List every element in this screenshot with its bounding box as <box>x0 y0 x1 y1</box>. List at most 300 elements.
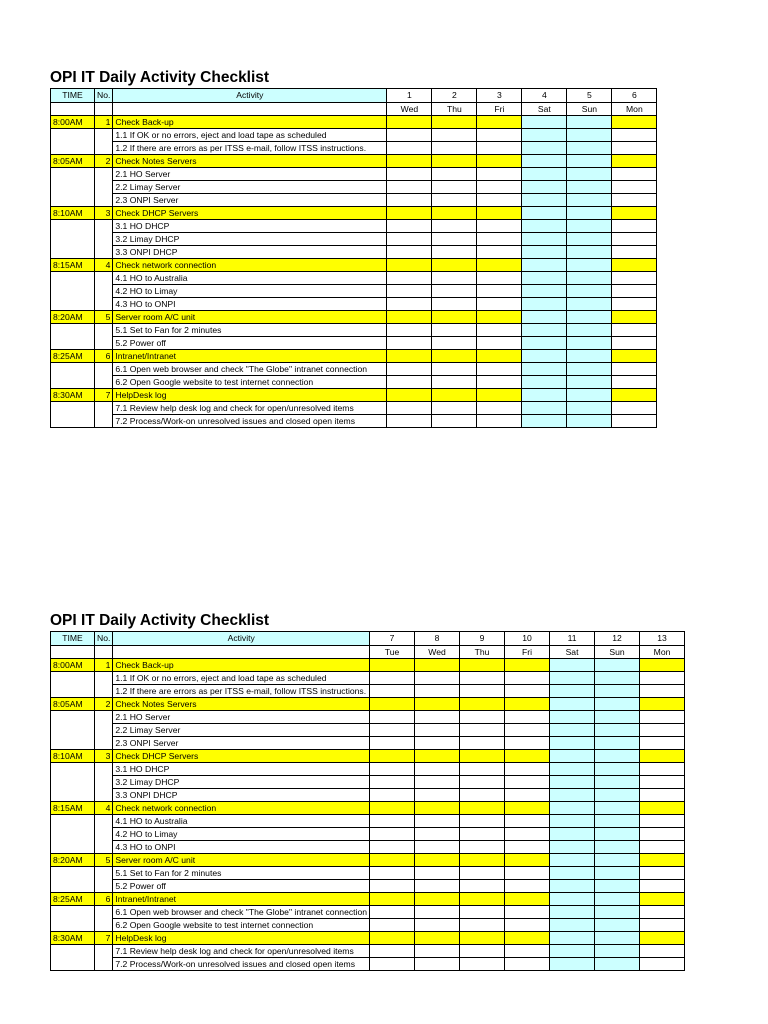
check-cell[interactable] <box>387 363 432 376</box>
check-cell[interactable] <box>595 906 640 919</box>
check-cell[interactable] <box>522 402 567 415</box>
check-cell[interactable] <box>550 867 595 880</box>
check-cell[interactable] <box>460 828 505 841</box>
check-cell[interactable] <box>550 815 595 828</box>
check-cell[interactable] <box>387 285 432 298</box>
check-cell[interactable] <box>550 659 595 672</box>
check-cell[interactable] <box>505 711 550 724</box>
check-cell[interactable] <box>460 659 505 672</box>
check-cell[interactable] <box>505 958 550 971</box>
check-cell[interactable] <box>415 815 460 828</box>
check-cell[interactable] <box>370 672 415 685</box>
check-cell[interactable] <box>640 776 685 789</box>
check-cell[interactable] <box>612 142 657 155</box>
check-cell[interactable] <box>505 776 550 789</box>
check-cell[interactable] <box>612 363 657 376</box>
check-cell[interactable] <box>550 698 595 711</box>
check-cell[interactable] <box>612 155 657 168</box>
check-cell[interactable] <box>415 776 460 789</box>
check-cell[interactable] <box>640 672 685 685</box>
check-cell[interactable] <box>477 376 522 389</box>
check-cell[interactable] <box>477 207 522 220</box>
check-cell[interactable] <box>567 415 612 428</box>
check-cell[interactable] <box>460 698 505 711</box>
check-cell[interactable] <box>370 958 415 971</box>
check-cell[interactable] <box>640 919 685 932</box>
check-cell[interactable] <box>432 194 477 207</box>
check-cell[interactable] <box>522 233 567 246</box>
check-cell[interactable] <box>505 932 550 945</box>
check-cell[interactable] <box>387 402 432 415</box>
check-cell[interactable] <box>432 116 477 129</box>
check-cell[interactable] <box>522 142 567 155</box>
check-cell[interactable] <box>567 350 612 363</box>
check-cell[interactable] <box>460 724 505 737</box>
check-cell[interactable] <box>505 945 550 958</box>
check-cell[interactable] <box>432 207 477 220</box>
check-cell[interactable] <box>550 958 595 971</box>
check-cell[interactable] <box>567 363 612 376</box>
check-cell[interactable] <box>640 958 685 971</box>
check-cell[interactable] <box>595 789 640 802</box>
check-cell[interactable] <box>387 233 432 246</box>
check-cell[interactable] <box>595 932 640 945</box>
check-cell[interactable] <box>567 155 612 168</box>
check-cell[interactable] <box>477 311 522 324</box>
check-cell[interactable] <box>387 207 432 220</box>
check-cell[interactable] <box>550 672 595 685</box>
check-cell[interactable] <box>387 116 432 129</box>
check-cell[interactable] <box>595 945 640 958</box>
check-cell[interactable] <box>505 815 550 828</box>
check-cell[interactable] <box>415 919 460 932</box>
check-cell[interactable] <box>595 828 640 841</box>
check-cell[interactable] <box>567 233 612 246</box>
check-cell[interactable] <box>370 685 415 698</box>
check-cell[interactable] <box>522 220 567 233</box>
check-cell[interactable] <box>477 168 522 181</box>
check-cell[interactable] <box>522 246 567 259</box>
check-cell[interactable] <box>595 854 640 867</box>
check-cell[interactable] <box>595 867 640 880</box>
check-cell[interactable] <box>595 698 640 711</box>
check-cell[interactable] <box>505 789 550 802</box>
check-cell[interactable] <box>460 893 505 906</box>
check-cell[interactable] <box>460 867 505 880</box>
check-cell[interactable] <box>370 763 415 776</box>
check-cell[interactable] <box>505 659 550 672</box>
check-cell[interactable] <box>522 272 567 285</box>
check-cell[interactable] <box>550 789 595 802</box>
check-cell[interactable] <box>460 711 505 724</box>
check-cell[interactable] <box>387 298 432 311</box>
check-cell[interactable] <box>505 737 550 750</box>
check-cell[interactable] <box>477 259 522 272</box>
check-cell[interactable] <box>432 324 477 337</box>
check-cell[interactable] <box>567 129 612 142</box>
check-cell[interactable] <box>432 142 477 155</box>
check-cell[interactable] <box>640 893 685 906</box>
check-cell[interactable] <box>567 220 612 233</box>
check-cell[interactable] <box>567 116 612 129</box>
check-cell[interactable] <box>505 724 550 737</box>
check-cell[interactable] <box>567 194 612 207</box>
check-cell[interactable] <box>567 181 612 194</box>
check-cell[interactable] <box>477 415 522 428</box>
check-cell[interactable] <box>460 685 505 698</box>
check-cell[interactable] <box>550 711 595 724</box>
check-cell[interactable] <box>477 129 522 142</box>
check-cell[interactable] <box>567 337 612 350</box>
check-cell[interactable] <box>370 737 415 750</box>
check-cell[interactable] <box>595 763 640 776</box>
check-cell[interactable] <box>370 841 415 854</box>
check-cell[interactable] <box>550 737 595 750</box>
check-cell[interactable] <box>505 750 550 763</box>
check-cell[interactable] <box>640 685 685 698</box>
check-cell[interactable] <box>595 737 640 750</box>
check-cell[interactable] <box>595 880 640 893</box>
check-cell[interactable] <box>370 919 415 932</box>
check-cell[interactable] <box>415 854 460 867</box>
check-cell[interactable] <box>387 142 432 155</box>
check-cell[interactable] <box>432 272 477 285</box>
check-cell[interactable] <box>432 181 477 194</box>
check-cell[interactable] <box>567 324 612 337</box>
check-cell[interactable] <box>595 659 640 672</box>
check-cell[interactable] <box>477 324 522 337</box>
check-cell[interactable] <box>567 142 612 155</box>
check-cell[interactable] <box>595 815 640 828</box>
check-cell[interactable] <box>370 854 415 867</box>
check-cell[interactable] <box>567 298 612 311</box>
check-cell[interactable] <box>595 685 640 698</box>
check-cell[interactable] <box>477 272 522 285</box>
check-cell[interactable] <box>640 789 685 802</box>
check-cell[interactable] <box>640 932 685 945</box>
check-cell[interactable] <box>567 259 612 272</box>
check-cell[interactable] <box>477 155 522 168</box>
check-cell[interactable] <box>387 259 432 272</box>
check-cell[interactable] <box>370 893 415 906</box>
check-cell[interactable] <box>477 194 522 207</box>
check-cell[interactable] <box>432 129 477 142</box>
check-cell[interactable] <box>370 711 415 724</box>
check-cell[interactable] <box>432 350 477 363</box>
check-cell[interactable] <box>522 116 567 129</box>
check-cell[interactable] <box>387 246 432 259</box>
check-cell[interactable] <box>567 246 612 259</box>
check-cell[interactable] <box>640 906 685 919</box>
check-cell[interactable] <box>387 376 432 389</box>
check-cell[interactable] <box>460 750 505 763</box>
check-cell[interactable] <box>460 958 505 971</box>
check-cell[interactable] <box>432 389 477 402</box>
check-cell[interactable] <box>387 220 432 233</box>
check-cell[interactable] <box>612 324 657 337</box>
check-cell[interactable] <box>595 776 640 789</box>
check-cell[interactable] <box>432 220 477 233</box>
check-cell[interactable] <box>640 698 685 711</box>
check-cell[interactable] <box>550 919 595 932</box>
check-cell[interactable] <box>387 272 432 285</box>
check-cell[interactable] <box>370 932 415 945</box>
check-cell[interactable] <box>387 155 432 168</box>
check-cell[interactable] <box>460 880 505 893</box>
check-cell[interactable] <box>522 285 567 298</box>
check-cell[interactable] <box>415 958 460 971</box>
check-cell[interactable] <box>550 802 595 815</box>
check-cell[interactable] <box>415 880 460 893</box>
check-cell[interactable] <box>522 207 567 220</box>
check-cell[interactable] <box>477 402 522 415</box>
check-cell[interactable] <box>522 168 567 181</box>
check-cell[interactable] <box>505 880 550 893</box>
check-cell[interactable] <box>432 155 477 168</box>
check-cell[interactable] <box>567 376 612 389</box>
check-cell[interactable] <box>432 246 477 259</box>
check-cell[interactable] <box>387 181 432 194</box>
check-cell[interactable] <box>477 363 522 376</box>
check-cell[interactable] <box>550 932 595 945</box>
check-cell[interactable] <box>595 711 640 724</box>
check-cell[interactable] <box>612 350 657 363</box>
check-cell[interactable] <box>477 220 522 233</box>
check-cell[interactable] <box>522 181 567 194</box>
check-cell[interactable] <box>595 750 640 763</box>
check-cell[interactable] <box>432 233 477 246</box>
check-cell[interactable] <box>612 129 657 142</box>
check-cell[interactable] <box>595 802 640 815</box>
check-cell[interactable] <box>460 841 505 854</box>
check-cell[interactable] <box>477 116 522 129</box>
check-cell[interactable] <box>460 672 505 685</box>
check-cell[interactable] <box>460 906 505 919</box>
check-cell[interactable] <box>387 324 432 337</box>
check-cell[interactable] <box>550 893 595 906</box>
check-cell[interactable] <box>522 376 567 389</box>
check-cell[interactable] <box>640 945 685 958</box>
check-cell[interactable] <box>505 672 550 685</box>
check-cell[interactable] <box>415 932 460 945</box>
check-cell[interactable] <box>460 945 505 958</box>
check-cell[interactable] <box>415 763 460 776</box>
check-cell[interactable] <box>387 311 432 324</box>
check-cell[interactable] <box>505 828 550 841</box>
check-cell[interactable] <box>460 854 505 867</box>
check-cell[interactable] <box>415 659 460 672</box>
check-cell[interactable] <box>612 116 657 129</box>
check-cell[interactable] <box>415 698 460 711</box>
check-cell[interactable] <box>567 402 612 415</box>
check-cell[interactable] <box>432 337 477 350</box>
check-cell[interactable] <box>640 828 685 841</box>
check-cell[interactable] <box>612 402 657 415</box>
check-cell[interactable] <box>415 672 460 685</box>
check-cell[interactable] <box>370 724 415 737</box>
check-cell[interactable] <box>370 802 415 815</box>
check-cell[interactable] <box>567 285 612 298</box>
check-cell[interactable] <box>567 272 612 285</box>
check-cell[interactable] <box>387 168 432 181</box>
check-cell[interactable] <box>522 311 567 324</box>
check-cell[interactable] <box>415 828 460 841</box>
check-cell[interactable] <box>415 802 460 815</box>
check-cell[interactable] <box>477 233 522 246</box>
check-cell[interactable] <box>415 737 460 750</box>
check-cell[interactable] <box>567 168 612 181</box>
check-cell[interactable] <box>522 350 567 363</box>
check-cell[interactable] <box>612 246 657 259</box>
check-cell[interactable] <box>567 389 612 402</box>
check-cell[interactable] <box>550 945 595 958</box>
check-cell[interactable] <box>550 750 595 763</box>
check-cell[interactable] <box>612 376 657 389</box>
check-cell[interactable] <box>415 789 460 802</box>
check-cell[interactable] <box>370 789 415 802</box>
check-cell[interactable] <box>415 685 460 698</box>
check-cell[interactable] <box>460 919 505 932</box>
check-cell[interactable] <box>522 259 567 272</box>
check-cell[interactable] <box>567 207 612 220</box>
check-cell[interactable] <box>640 854 685 867</box>
check-cell[interactable] <box>460 763 505 776</box>
check-cell[interactable] <box>505 802 550 815</box>
check-cell[interactable] <box>370 945 415 958</box>
check-cell[interactable] <box>370 659 415 672</box>
check-cell[interactable] <box>505 906 550 919</box>
check-cell[interactable] <box>612 207 657 220</box>
check-cell[interactable] <box>387 350 432 363</box>
check-cell[interactable] <box>460 815 505 828</box>
check-cell[interactable] <box>640 724 685 737</box>
check-cell[interactable] <box>432 363 477 376</box>
check-cell[interactable] <box>550 906 595 919</box>
check-cell[interactable] <box>387 337 432 350</box>
check-cell[interactable] <box>595 724 640 737</box>
check-cell[interactable] <box>415 841 460 854</box>
check-cell[interactable] <box>432 415 477 428</box>
check-cell[interactable] <box>550 828 595 841</box>
check-cell[interactable] <box>550 880 595 893</box>
check-cell[interactable] <box>640 711 685 724</box>
check-cell[interactable] <box>612 181 657 194</box>
check-cell[interactable] <box>640 802 685 815</box>
check-cell[interactable] <box>432 311 477 324</box>
check-cell[interactable] <box>387 194 432 207</box>
check-cell[interactable] <box>477 285 522 298</box>
check-cell[interactable] <box>550 841 595 854</box>
check-cell[interactable] <box>460 737 505 750</box>
check-cell[interactable] <box>370 698 415 711</box>
check-cell[interactable] <box>612 337 657 350</box>
check-cell[interactable] <box>387 129 432 142</box>
check-cell[interactable] <box>612 194 657 207</box>
check-cell[interactable] <box>460 802 505 815</box>
check-cell[interactable] <box>595 841 640 854</box>
check-cell[interactable] <box>505 685 550 698</box>
check-cell[interactable] <box>477 181 522 194</box>
check-cell[interactable] <box>612 285 657 298</box>
check-cell[interactable] <box>415 724 460 737</box>
check-cell[interactable] <box>550 724 595 737</box>
check-cell[interactable] <box>505 854 550 867</box>
check-cell[interactable] <box>522 298 567 311</box>
check-cell[interactable] <box>640 750 685 763</box>
check-cell[interactable] <box>522 363 567 376</box>
check-cell[interactable] <box>522 155 567 168</box>
check-cell[interactable] <box>640 763 685 776</box>
check-cell[interactable] <box>595 672 640 685</box>
check-cell[interactable] <box>522 129 567 142</box>
check-cell[interactable] <box>505 893 550 906</box>
check-cell[interactable] <box>505 698 550 711</box>
check-cell[interactable] <box>550 685 595 698</box>
check-cell[interactable] <box>595 958 640 971</box>
check-cell[interactable] <box>415 750 460 763</box>
check-cell[interactable] <box>460 932 505 945</box>
check-cell[interactable] <box>612 415 657 428</box>
check-cell[interactable] <box>370 880 415 893</box>
check-cell[interactable] <box>432 298 477 311</box>
check-cell[interactable] <box>432 376 477 389</box>
check-cell[interactable] <box>415 893 460 906</box>
check-cell[interactable] <box>595 893 640 906</box>
check-cell[interactable] <box>415 867 460 880</box>
check-cell[interactable] <box>387 389 432 402</box>
check-cell[interactable] <box>505 919 550 932</box>
check-cell[interactable] <box>432 259 477 272</box>
check-cell[interactable] <box>550 854 595 867</box>
check-cell[interactable] <box>522 324 567 337</box>
check-cell[interactable] <box>550 763 595 776</box>
check-cell[interactable] <box>432 168 477 181</box>
check-cell[interactable] <box>477 337 522 350</box>
check-cell[interactable] <box>370 776 415 789</box>
check-cell[interactable] <box>612 233 657 246</box>
check-cell[interactable] <box>477 298 522 311</box>
check-cell[interactable] <box>505 867 550 880</box>
check-cell[interactable] <box>640 841 685 854</box>
check-cell[interactable] <box>477 350 522 363</box>
check-cell[interactable] <box>522 389 567 402</box>
check-cell[interactable] <box>477 389 522 402</box>
check-cell[interactable] <box>612 272 657 285</box>
check-cell[interactable] <box>612 168 657 181</box>
check-cell[interactable] <box>477 246 522 259</box>
check-cell[interactable] <box>612 220 657 233</box>
check-cell[interactable] <box>522 415 567 428</box>
check-cell[interactable] <box>460 776 505 789</box>
check-cell[interactable] <box>612 389 657 402</box>
check-cell[interactable] <box>612 298 657 311</box>
check-cell[interactable] <box>640 867 685 880</box>
check-cell[interactable] <box>612 259 657 272</box>
check-cell[interactable] <box>567 311 612 324</box>
check-cell[interactable] <box>640 659 685 672</box>
check-cell[interactable] <box>522 194 567 207</box>
check-cell[interactable] <box>550 776 595 789</box>
check-cell[interactable] <box>415 906 460 919</box>
check-cell[interactable] <box>370 828 415 841</box>
check-cell[interactable] <box>415 711 460 724</box>
check-cell[interactable] <box>640 737 685 750</box>
check-cell[interactable] <box>415 945 460 958</box>
check-cell[interactable] <box>370 750 415 763</box>
check-cell[interactable] <box>505 763 550 776</box>
check-cell[interactable] <box>370 867 415 880</box>
check-cell[interactable] <box>432 402 477 415</box>
